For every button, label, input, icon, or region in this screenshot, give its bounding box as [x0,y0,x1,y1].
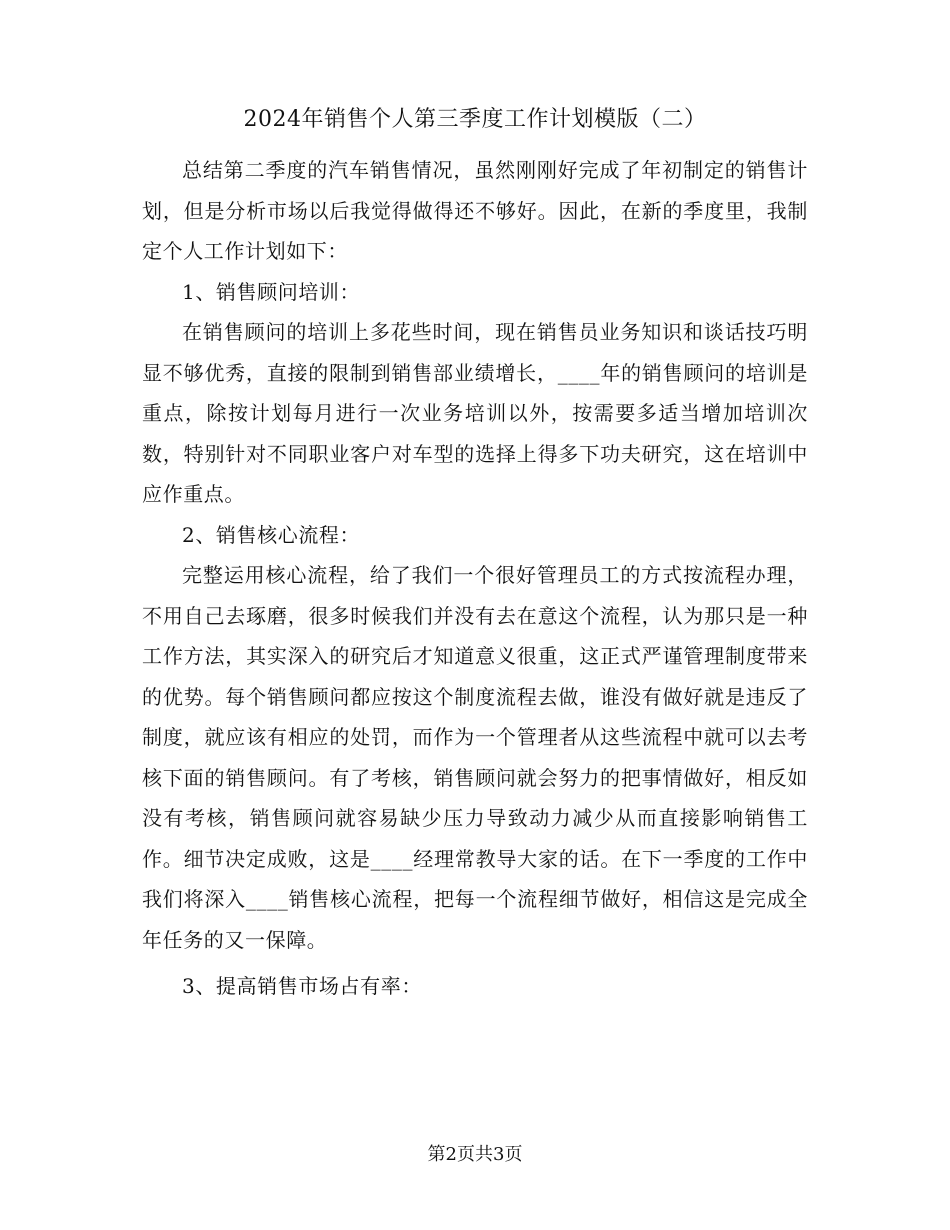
section-2-paragraph: 完整运用核心流程，给了我们一个很好管理员工的方式按流程办理，不用自己去琢磨，很多时候我们并没有去在意这个流程，认为那只是一种工作方法，其实深入的研究后才知道意义很重，这正式严谨管理制度带来的优势。每个销售顾问都应按这个制度流程去做，谁没有做好就是违反了制度，就应该有相应的处罚，而作为一个管理者从这些流程中就可以去考核下面的销售顾问。有了考核，销售顾问就会努力的把事情做好，相反如没有考核，销售顾问就容易缺少压力导致动力减少从而直接影响销售工作。细节决定成败，这是____经理常教导大家的话。在下一季度的工作中我们将深入____销售核心流程，把每一个流程细节做好，相信这是完成全年任务的又一保障。 [142,563,808,952]
page-number-footer: 第2页共3页 [427,1144,523,1165]
document-body [142,150,808,1007]
intro-paragraph: 总结第二季度的汽车销售情况，虽然刚刚好完成了年初制定的销售计划，但是分析市场以后我觉得做得还不够好。因此，在新的季度里，我制定个人工作计划如下： [142,158,808,263]
section-heading-2: 2、销售核心流程： [182,522,361,547]
section-heading-3: 3、提高销售市场占有率： [182,974,422,998]
section-heading-1: 1、销售顾问培训： [182,279,361,304]
document-title: 2024年销售个人第三季度工作计划模版（二） [243,107,707,132]
section-1-paragraph: 在销售顾问的培训上多花些时间，现在销售员业务知识和谈话技巧明显不够优秀，直接的限制到销售部业绩增长，____年的销售顾问的培训是重点，除按计划每月进行一次业务培训以外，按需要多适当增加培训次数，特别针对不同职业客户对车型的选择上得多下功夫研究，这在培训中应作重点。 [142,320,808,506]
